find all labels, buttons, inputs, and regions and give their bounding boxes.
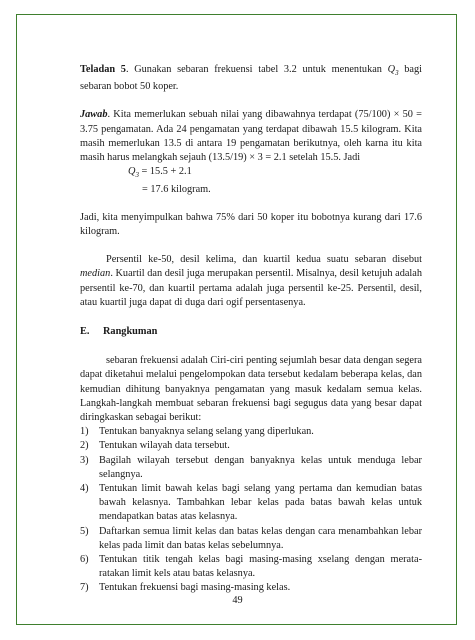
answer-text: . Kita memerlukan sebuah nilai yang dibawahnya terdapat (75/100) × 50 = 3.75 pengamatan. Ada 24 pengamatan yang terdapat dibawah 15.5 kilogram. Kita masih memerlukan 13.5 di antara 19 pengamatan berikutnya, oleh karna itu kita masih harus melangkah sejauh (13.5/19) × 3 = 2.1 setelah 15.5. Jadi xyxy=(80,109,422,164)
list-item: 1) Tentukan banyaknya selang selang yang diperlukan. xyxy=(80,426,314,438)
list-item: 6) Tentukan titik tengah kelas bagi masing-masing xselang dengan merata-ratakan limit kels atau batas kelasnya. xyxy=(80,553,422,580)
summary-intro: sebaran frekuensi adalah Ciri-ciri penting sejumlah besar data dengan segera dapat diketahui melalui pengelompokan data tersebut kedalam beberapa kelas, dan kemudian dihitung banyaknya pengamatan yang masuk kedalam semua kelas. Langkah-langkah membuat sebaran frekuensi bagi segugus data yang besar dapat diringkaskan sebagai berikut: xyxy=(80,355,422,423)
page-content xyxy=(80,63,422,596)
median-term: median xyxy=(80,268,111,280)
page-number: 49 xyxy=(232,595,243,606)
answer-paragraph xyxy=(80,108,422,165)
section-heading xyxy=(80,325,422,339)
steps-list xyxy=(80,425,422,595)
section-letter: E. xyxy=(80,325,90,337)
percentile-paragraph: Persentil ke-50, desil kelima, dan kuartil kedua suatu sebaran disebut median. Kuartil dan desil juga merupakan persentil. Misalnya, desil ketujuh adalah persentil ke-70, dan kuartil pertama adalah juga persentil ke-25. Persentil, desil, atau kuartil juga dapat di duga dari ogif persentasenya. xyxy=(80,254,422,308)
list-item: 7) Tentukan frekuensi bagi masing-masing kelas. xyxy=(80,582,291,594)
section-title: Rangkuman xyxy=(103,325,158,337)
example-text-after: bagi sebaran bobot 50 koper. xyxy=(80,64,422,93)
list-item: 5) Daftarkan semua limit kelas dan batas kelas dengan cara menambahkan lebar kelas pada limit dan batas kelas sebelumnya. xyxy=(80,525,422,551)
example-label: Teladan 5 xyxy=(80,64,126,75)
example-paragraph xyxy=(80,63,422,94)
equation-line-2: = 17.6 kilogram. xyxy=(142,183,211,195)
conclusion-paragraph: Jadi, kita menyimpulkan bahwa 75% dari 50 koper itu bobotnya kurang dari 17.6 kilogram. xyxy=(80,211,422,237)
answer-label: Jawab xyxy=(80,109,108,121)
list-item: 4) Tentukan limit bawah kelas bagi selang yang pertama dan kemudian batas bawah kelasnya. Tambahkan lebar kelas pada batas bawah kelas untuk mendapatkan batas atas kelasnya. xyxy=(80,482,422,523)
q3-symbol: $Q_3$ xyxy=(387,64,399,78)
example-text: . Gunakan sebaran frekuensi tabel 3.2 untuk menentukan xyxy=(125,64,388,75)
equation-line-1: $Q_3 = 15.5 + 2.1$ xyxy=(128,166,192,180)
list-item: 3) Bagilah wilayah tersebut dengan banyaknya kelas untuk menduga lebar selangnya. xyxy=(80,454,422,480)
list-item: 2) Tentukan wilayah data tersebut. xyxy=(80,440,230,452)
